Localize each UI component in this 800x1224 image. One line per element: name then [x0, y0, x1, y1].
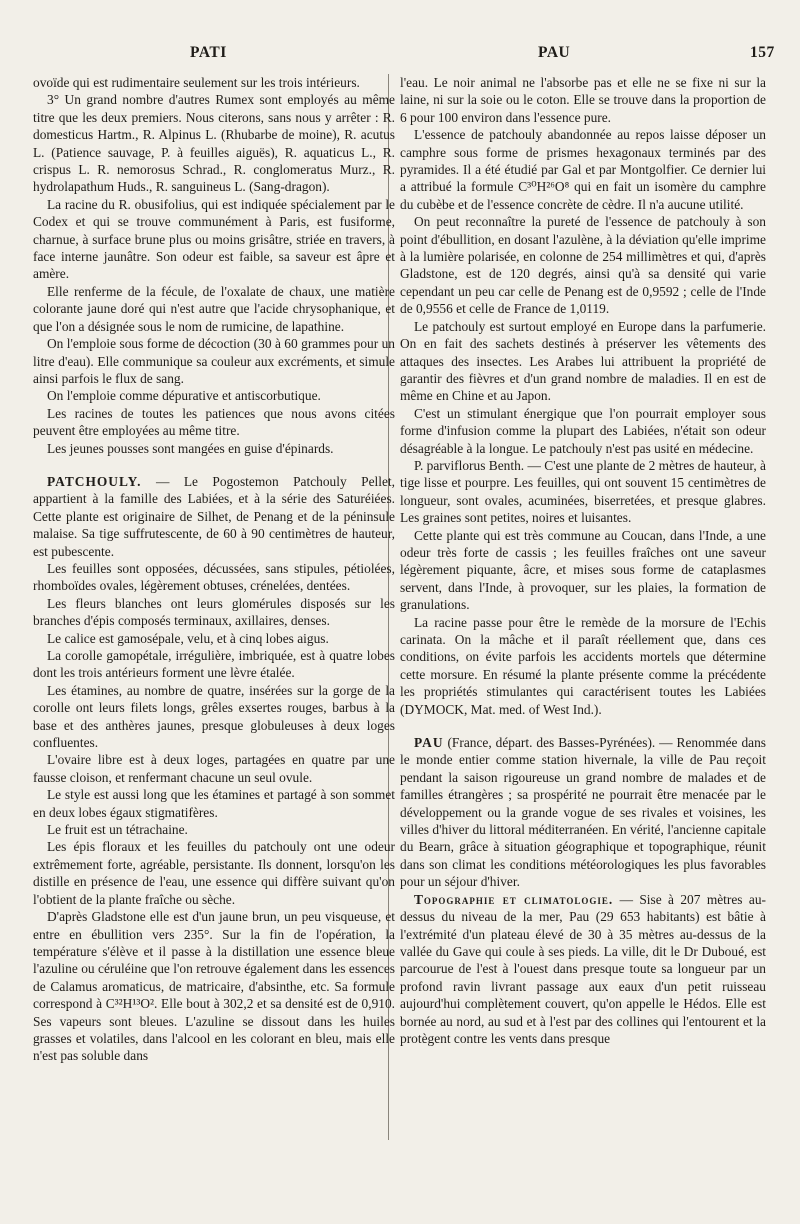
paragraph: Les épis floraux et les feuilles du patchouly ont une odeur extrêmement forte, agréable, persistante. Ils donnent, lorsqu'on les distille en présence de l'eau, une essence qui diffère suivant qu'on l'obtient de la plante fraîche ou sèche. [33, 839, 395, 907]
entry-text: (France, départ. des Basses-Pyrénées). — Renommée dans le monde entier comme station hivernale, la ville de Pau reçoit pendant la saison rigoureuse un grand nombre de malades et de familles étrangères ; sa prospérité ne pourrait être menacée par le développement ou la grande vogue de ses rivales et voisines, les villes d'hiver du littoral méditerranéen. En vérité, l'ancienne capitale du Bearn, grâce à situation géographique et topographique, réunit dans son climat les conditions météorologiques les plus favorables pour un séjour d'hiver. [400, 735, 766, 890]
paragraph: La racine du R. obusifolius, qui est indiquée spécialement par le Codex et qui se trouve communément à Paris, est fusiforme, charnue, à surface brune plus ou moins grisâtre, striée en travers, à face interne jaunâtre. Son odeur est faible, sa saveur est âpre et amère. [33, 196, 395, 282]
paragraph: On l'emploie comme dépurative et antiscorbutique. [47, 388, 321, 404]
paragraph: Le patchouly est surtout employé en Europe dans la parfumerie. On en fait des sachets destinés à préserver les vêtements des attaques des insectes. Les Arabes lui attribuent la propriété de garantir des fièvres et d'un grand nombre de maladies. Il en est de même en Chine et au Japon. [400, 318, 766, 404]
running-head [0, 44, 800, 64]
paragraph: L'essence de patchouly abandonnée au repos laisse déposer un camphre sous forme de prismes hexagonaux terminés par des pyramides. Il a été étudié par Gal et par Montgolfier. Ce dernier lui a attribué la formule C³⁰H²⁶O⁸ qui en fait un isomère du camphre du cubèbe et de l'essence concrète de cèdre. Il n'a aucune utilité. [400, 127, 766, 212]
paragraph: L'ovaire libre est à deux loges, partagées en quatre par une fausse cloison, et renfermant chacune un seul ovule. [33, 752, 395, 785]
header-center-word: PAU [538, 44, 571, 61]
paragraph: P. parviflorus Benth. — C'est une plante de 2 mètres de hauteur, à tige lisse et pourpre. Les feuilles, qui ont souvent 15 centimètres de longueur, sont ovales, acuminées, biserretées, et presque glabres. Les graines sont petites, noires et luisantes. [400, 457, 766, 526]
left-column [33, 74, 395, 1065]
entry-heading: PATCHOULY. [47, 473, 142, 489]
paragraph: C'est un stimulant énergique que l'on pourrait employer sous forme d'infusion comme la plupart des Labiées, n'était son odeur désagréable à la longue. Le patchouly n'est pas usité en médecine. [400, 405, 766, 456]
entry-patchouly [33, 473, 395, 560]
entry-pau [400, 734, 766, 891]
entry-heading: PAU [414, 735, 444, 751]
paragraph: Le style est aussi long que les étamines et partagé à son sommet en deux lobes égaux stigmatifères. [33, 787, 395, 820]
paragraph: On l'emploie sous forme de décoction (30 à 60 grammes pour un litre d'eau). Elle communique sa couleur aux excréments, et simule ainsi parfois le flux de sang. [33, 336, 395, 386]
paragraph: ovoïde qui est rudimentaire seulement sur les trois intérieurs. [33, 75, 360, 90]
paragraph: l'eau. Le noir animal ne l'absorbe pas et elle ne se fixe ni sur la laine, ni sur la soie ou le coton. Elle se trouve dans la proportion de 6 pour 100 environ dans l'essence pure. [400, 75, 766, 125]
paragraph: D'après Gladstone elle est d'un jaune brun, un peu visqueuse, et entre en ébullition vers 235°. Sur la fin de l'opération, la température s'élève et il passe à la distillation une essence bleue l'azuline ou céruléine que l'on retrouve également dans les essences de Calamus aromaticus, de matricaire, d'absinthe, etc. Sa formule correspond à C³²H¹³O². Elle bout à 302,2 et sa densité est de 0,910. Ses vapeurs sont bleues. L'azuline se dissout dans les huiles grasses et volatiles, dans l'alcool en les colorant en bleu, mais elle n'est pas soluble dans [33, 909, 395, 1064]
right-column [400, 74, 766, 1047]
paragraph: La corolle gamopétale, irrégulière, imbriquée, est à quatre lobes dont les trois antérieurs forment une lèvre étalée. [33, 648, 395, 681]
paragraph: Les racines de toutes les patiences que nous avons citées peuvent être employées au même titre. [33, 405, 395, 439]
paragraph: Les jeunes pousses sont mangées en guise d'épinards. [47, 440, 334, 456]
subsection-text: — Sise à 207 mètres au-dessus du niveau de la mer, Pau (29 653 habitants) est bâtie à l'extrémité d'un plateau élevé de 30 à 35 mètres au-dessus de la vallée du Gave qui coule à ses pieds. La ville, dit le Dr Duboué, est parcourue de l'est à l'ouest dans presque toute sa longueur par un profond ravin livrant passage aux eaux d'un petit ruisseau aujourd'hui complètement couvert, qu'on appelle le Hédos. Elle est bornée au nord, au sud et à l'est par des collines qui l'entourent et la protègent contre les vents dans presque [400, 891, 766, 1046]
subsection-topographie [400, 891, 766, 1048]
paragraph: 3° Un grand nombre d'autres Rumex sont employés au même titre que les deux premiers. Nous citerons, sans nous y arrêter : R. domesticus Hartm., R. Alpinus L. (Rhubarbe de moine), R. acutus L. (Patience sauvage, P. à feuilles aiguës), R. aquaticus L., R. crispus L. R. nemorosus Schrad., R. conglomeratus Murz., R. hydrolapathum Huds., R. sanguineus L. (Sang-dragon). [33, 92, 395, 195]
paragraph: Les fleurs blanches ont leurs glomérules disposés sur les branches d'épis composés terminaux, axillaires, denses. [33, 595, 395, 629]
paragraph: Les feuilles sont opposées, décussées, sans stipules, pétiolées, rhomboïdes ovales, légèrement obtuses, crénelées, dentées. [33, 560, 395, 594]
paragraph: La racine passe pour être le remède de la morsure de l'Echis carinata. On la mâche et il paraît réellement que, dans ces conditions, on évite parfois les accidents mortels que détermine cette morsure. En résumé la plante présente comme la précédente les propriétés stimulantes qui caractérisent toutes les Labiées (DYMOCK, Mat. med. of West Ind.). [400, 614, 766, 717]
paragraph: Le calice est gamosépale, velu, et à cinq lobes aigus. [47, 630, 329, 646]
paragraph: Cette plante qui est très commune au Coucan, dans l'Inde, a une odeur très forte de cassis ; les feuilles fraîches ont une saveur légèrement piquante, âcre, et mises sous forme de cataplasmes servent, dans l'Inde, à provoquer, sur les plaies, la formation de granulations. [400, 527, 766, 613]
page-number: 157 [750, 44, 775, 61]
paragraph: Elle renferme de la fécule, de l'oxalate de chaux, une matière colorante jaune doré qui n'est autre que l'acide chrysophanique, et que l'on a désignée sous le nom de rumicine, de lapathine. [33, 283, 395, 334]
paragraph: Le fruit est un tétrachaine. [47, 822, 188, 838]
subsection-heading: Topographie et climatologie. [414, 891, 614, 907]
entry-text: — Le Pogostemon Patchouly Pellet, appartient à la famille des Labiées, et à la série des Saturéiées. Cette plante est originaire de Silhet, de Penang et de la péninsule malaise. Sa tige suffrutescente, de 60 à 90 centimètres de hauteur, est pubescente. [33, 473, 395, 559]
paragraph: On peut reconnaître la pureté de l'essence de patchouly à son point d'ébullition, en dosant l'azulène, à la déviation qu'elle imprime à la lumière polarisée, en colonne de 254 millimètres et qui, d'après Gladstone, est de 120 degrés, ainsi qu'à sa densité qui varie cependant un peu car celle de Penang est de 0,9592 ; celle de l'Inde de 0,9556 et celle de France de 1,0119. [400, 214, 766, 317]
header-left-word: PATI [190, 44, 227, 61]
paragraph: Les étamines, au nombre de quatre, insérées sur la gorge de la corolle ont leurs filets longs, grêles exsertes rouges, barbus à la base et des anthères jaunes, presque globuleuses à deux loges confluentes. [33, 682, 395, 751]
